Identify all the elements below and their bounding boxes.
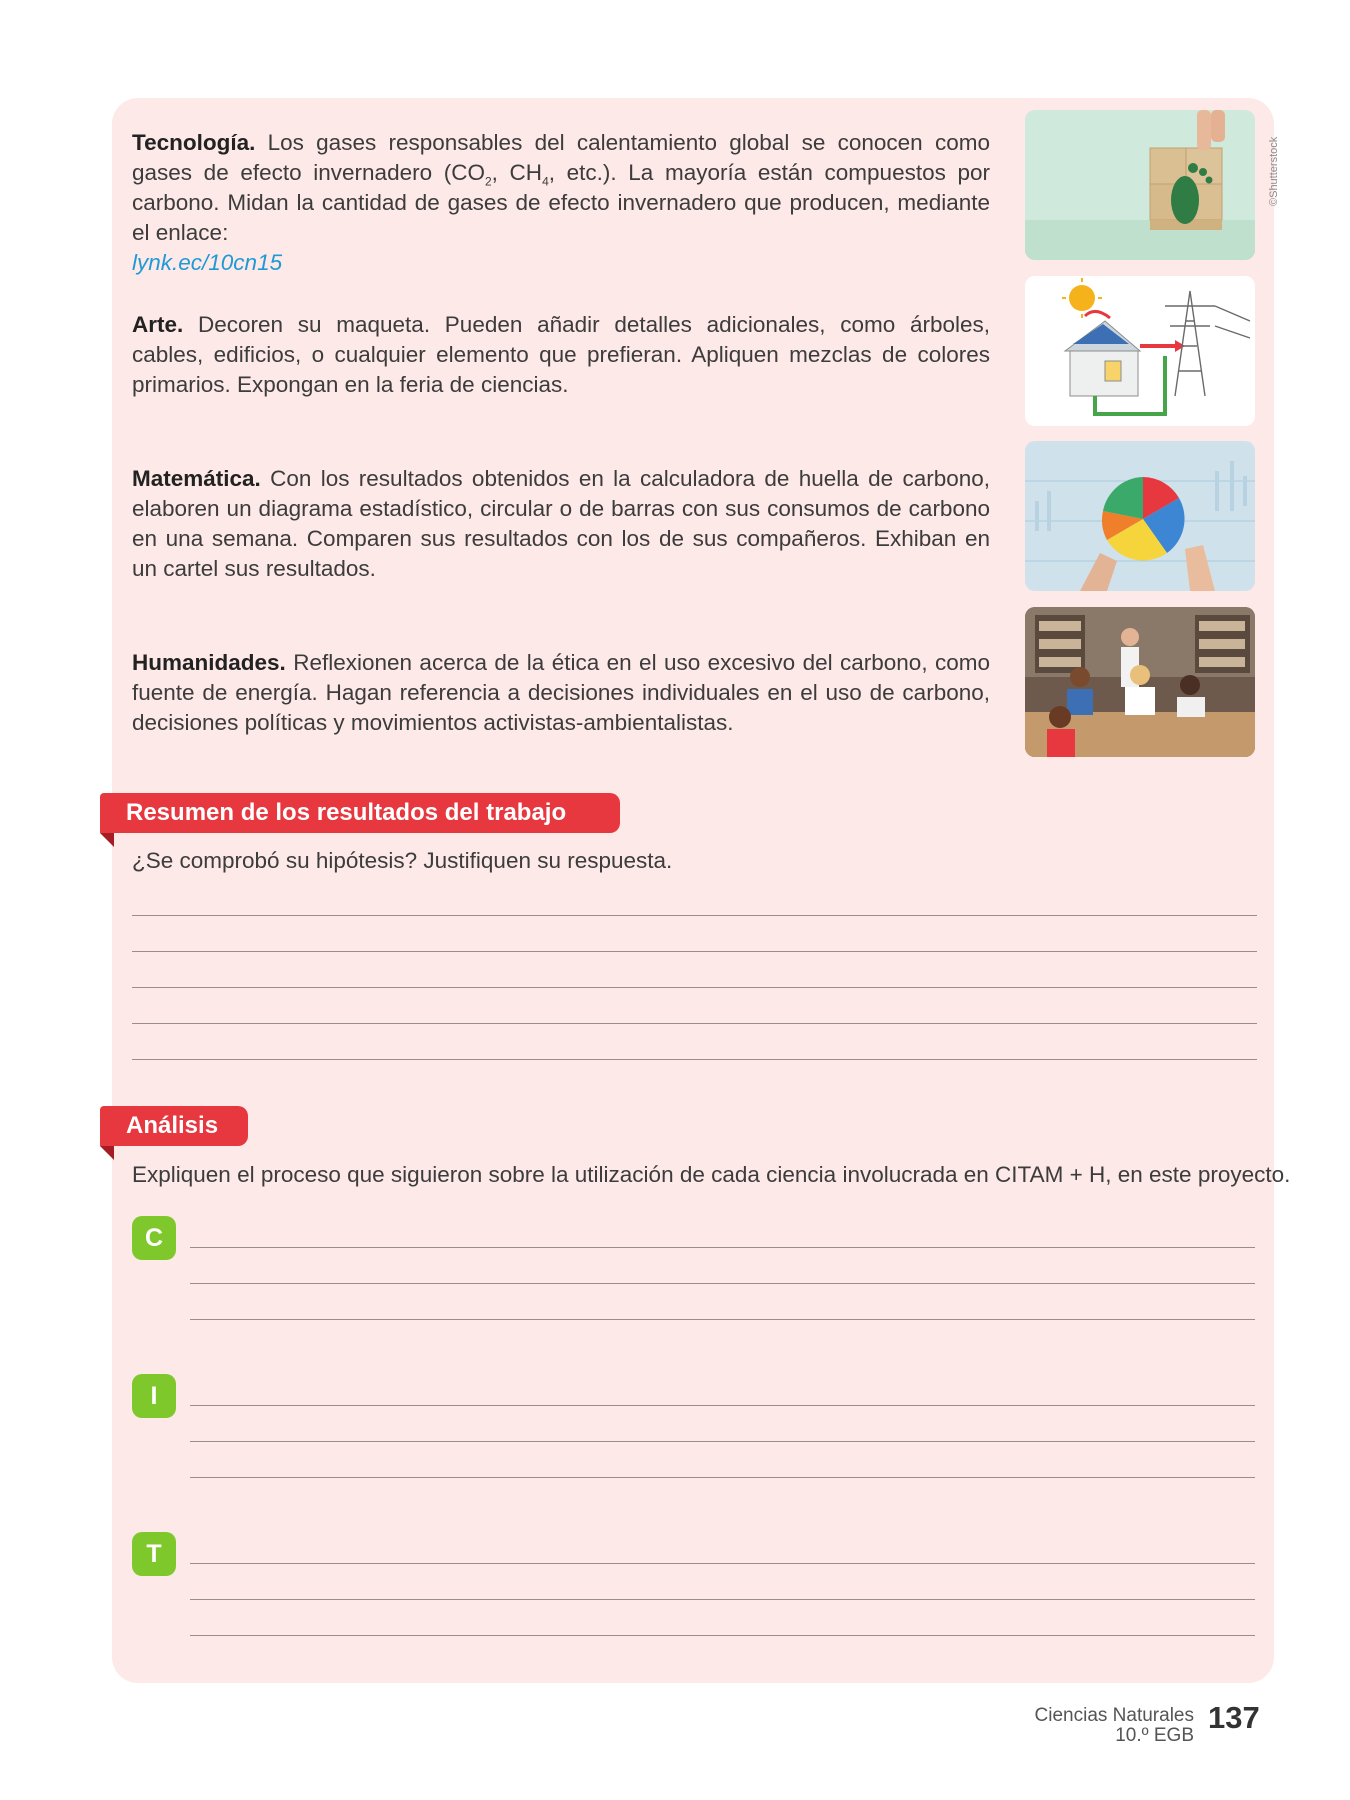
classroom-photo (1025, 607, 1255, 757)
answer-line[interactable] (190, 1319, 1255, 1320)
answer-line[interactable] (190, 1283, 1255, 1284)
answer-line[interactable] (190, 1635, 1255, 1636)
banner-fold (100, 1146, 114, 1160)
answer-line[interactable] (190, 1441, 1255, 1442)
pie-chart-photo (1025, 441, 1255, 591)
activity-heading: Arte. (132, 312, 184, 337)
subject-name: Ciencias Naturales (1034, 1705, 1194, 1726)
subscript: 2 (484, 174, 492, 189)
badge-i: I (132, 1374, 176, 1418)
subscript: 4 (542, 174, 549, 189)
badge-c: C (132, 1216, 176, 1260)
badge-t: T (132, 1532, 176, 1576)
answer-line[interactable] (132, 1059, 1257, 1060)
activity-arte (132, 310, 990, 400)
activity-text: Con los resultados obtenidos en la calculadora de huella de carbono, elaboren un diagrama estadístico, circular o de barras con sus consumos de carbono en una semana. Comparen sus resultados con los de sus compañeros. Exhiban en un cartel sus resultados. (132, 466, 990, 581)
answer-line[interactable] (190, 1599, 1255, 1600)
activity-heading: Tecnología. (132, 130, 256, 155)
footer-subject (1035, 1706, 1194, 1746)
carbon-calculator-link[interactable]: lynk.ec/10cn15 (132, 250, 283, 275)
answer-line[interactable] (190, 1477, 1255, 1478)
activity-matematica (132, 464, 990, 584)
answer-line[interactable] (132, 1023, 1257, 1024)
answer-line[interactable] (190, 1563, 1255, 1564)
answer-line[interactable] (132, 987, 1257, 988)
activity-tecnologia (132, 128, 990, 278)
footprint-blocks-photo (1025, 110, 1255, 260)
answer-line[interactable] (132, 951, 1257, 952)
activity-text: Decoren su maqueta. Pueden añadir detalles adicionales, como árboles, cables, edificios, o cualquier elemento que prefieran. Apliquen mezclas de colores primarios. Expongan en la feria de ciencias. (132, 312, 990, 397)
activity-humanidades (132, 648, 990, 738)
solar-house-illustration (1025, 276, 1255, 426)
answer-line[interactable] (132, 915, 1257, 916)
page-number: 137 (1208, 1700, 1260, 1735)
activity-text: , CH (491, 160, 543, 185)
section-title: Resumen de los resultados del trabajo (100, 793, 620, 833)
activity-text: Los gases responsables del calentamiento global se conocen como gases de efecto invernadero (CO (132, 130, 990, 185)
image-credit: ©Shutterstock (1268, 136, 1280, 206)
activity-text: , etc.). La mayoría están compuestos por carbono. Midan la cantidad de gases de efecto invernadero que producen, mediante el enlace: (132, 160, 991, 245)
activity-text: Reflexionen acerca de la ética en el uso excesivo del carbono, como fuente de energía. Hagan referencia a decisiones individuales en el uso de carbono, decisiones políticas y movimientos activistas-ambientalistas. (132, 650, 990, 735)
activity-heading: Humanidades. (132, 650, 286, 675)
answer-line[interactable] (190, 1405, 1255, 1406)
banner-fold (100, 833, 114, 847)
analisis-prompt: Expliquen el proceso que siguieron sobre la utilización de cada ciencia involucrada en CITAM + H, en este proyecto. (132, 1162, 1291, 1187)
section-title: Análisis (100, 1106, 248, 1146)
answer-line[interactable] (190, 1247, 1255, 1248)
resumen-question: ¿Se comprobó su hipótesis? Justifiquen su respuesta. (132, 848, 673, 873)
activity-heading: Matemática. (132, 466, 261, 491)
grade-label: 10.º EGB (1115, 1725, 1194, 1746)
